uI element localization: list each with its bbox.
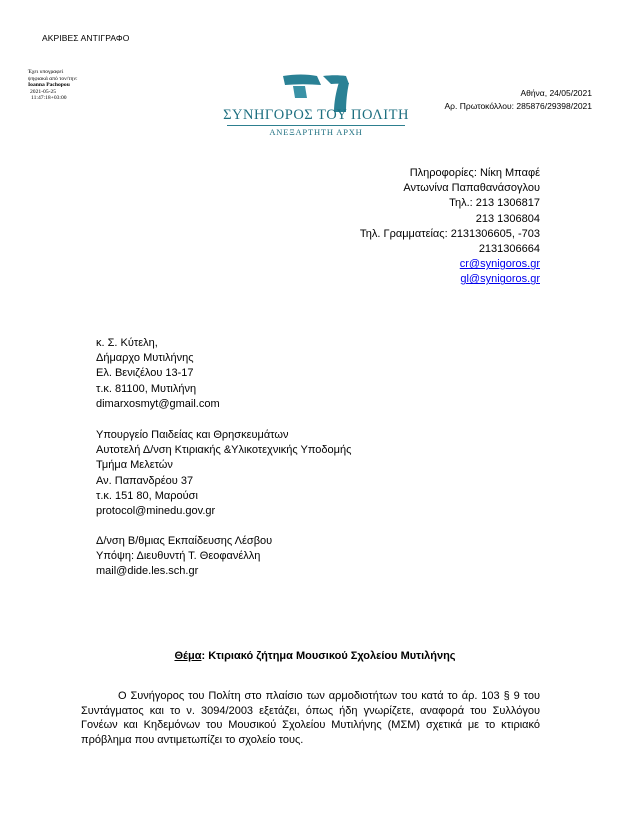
document-date: Αθήνα, 24/05/2021	[520, 88, 592, 98]
recipient-email: mail@dide.les.sch.gr	[96, 565, 199, 578]
recipient-block	[96, 534, 272, 580]
subject-label: Θέμα	[174, 650, 202, 662]
recipient-line: τ.κ. 151 80, Μαρούσι	[96, 489, 198, 502]
digital-signature-stamp	[28, 69, 78, 102]
body-paragraph: Ο Συνήγορος του Πολίτη στο πλαίσιο των αρμοδιοτήτων του κατά το άρ. 103 § 9 του Συντάγματος και το ν. 3094/2003 εξετάζει, όπως ήδη γνωρίζετε, αναφορά του Συλλόγου Γονέων και Κηδεμόνων του Μουσικού Σχολείου Μυτιλήνης (ΜΣΜ) σχετικά με το κτιριακό πρόβλημα που αντιμετωπίζει το σχολείο τους.	[81, 690, 540, 746]
copy-label: ΑΚΡΙΒΕΣ ΑΝΤΙΓΡΑΦΟ	[42, 33, 130, 43]
subject-text: : Κτιριακό ζήτημα Μουσικού Σχολείου Μυτιλήνης	[201, 650, 456, 662]
ombudsman-logo	[223, 72, 409, 152]
contact-name: Αντωνίνα Παπαθανάσογλου	[403, 182, 540, 195]
recipient-line: τ.κ. 81100, Μυτιλήνη	[96, 382, 197, 395]
recipient-line: Δήμαρχο Μυτιλήνης	[96, 352, 194, 365]
date-block	[445, 87, 593, 113]
signature-line: Ioanna Pachopou	[28, 82, 70, 89]
logo-subtitle: ΑΝΕΞΑΡΤΗΤΗ ΑΡΧΗ	[269, 127, 363, 137]
recipient-line: Υπόψη: Διευθυντή Τ. Θεοφανέλλη	[96, 550, 261, 563]
contact-phone: Τηλ.: 213 1306817	[449, 197, 540, 210]
secretary-phone: 2131306664	[478, 243, 540, 256]
signature-line: 2021-05-25	[30, 88, 57, 95]
signature-line: Έχει υπογραφεί	[28, 69, 64, 75]
recipient-block	[96, 428, 351, 519]
email-link[interactable]: gl@synigoros.gr	[460, 273, 540, 286]
recipient-line: Ελ. Βενιζέλου 13-17	[96, 367, 194, 380]
secretary-phone: Τηλ. Γραμματείας: 2131306605, -703	[359, 227, 540, 240]
recipient-block	[96, 336, 220, 412]
recipient-line: Τμήμα Μελετών	[96, 459, 173, 472]
contact-info: Πληροφορίες: Νίκη Μπαφέ	[409, 167, 540, 179]
logo-divider	[227, 125, 405, 126]
contact-phone: 213 1306804	[475, 212, 540, 225]
recipient-line: Αν. Παπανδρέου 37	[96, 474, 194, 487]
recipient-line: κ. Σ. Κύτελη,	[96, 337, 158, 349]
subject-line	[0, 650, 630, 662]
signature-line: 11:47:18+03:00	[31, 95, 67, 102]
recipient-email: dimarxosmyt@gmail.com	[96, 397, 220, 410]
logo-title: ΣΥΝΗΓΟΡΟΣ ΤΟΥ ΠΟΛΙΤΗ	[223, 107, 409, 123]
email-link[interactable]: cr@synigoros.gr	[459, 258, 540, 271]
protocol-number: Αρ. Πρωτοκόλλου: 285876/29398/2021	[444, 101, 592, 111]
contact-block	[360, 166, 540, 288]
recipient-email: protocol@minedu.gov.gr	[96, 505, 216, 518]
recipient-line: Αυτοτελή Δ/νση Κτιριακής &Υλικοτεχνικής Υποδομής	[96, 444, 352, 457]
recipient-line: Δ/νση Β/θμιας Εκπαίδευσης Λέσβου	[96, 535, 273, 547]
recipient-line: Υπουργείο Παιδείας και Θρησκευμάτων	[96, 429, 289, 441]
signature-line: ψηφιακά από τον/την:	[28, 75, 78, 82]
